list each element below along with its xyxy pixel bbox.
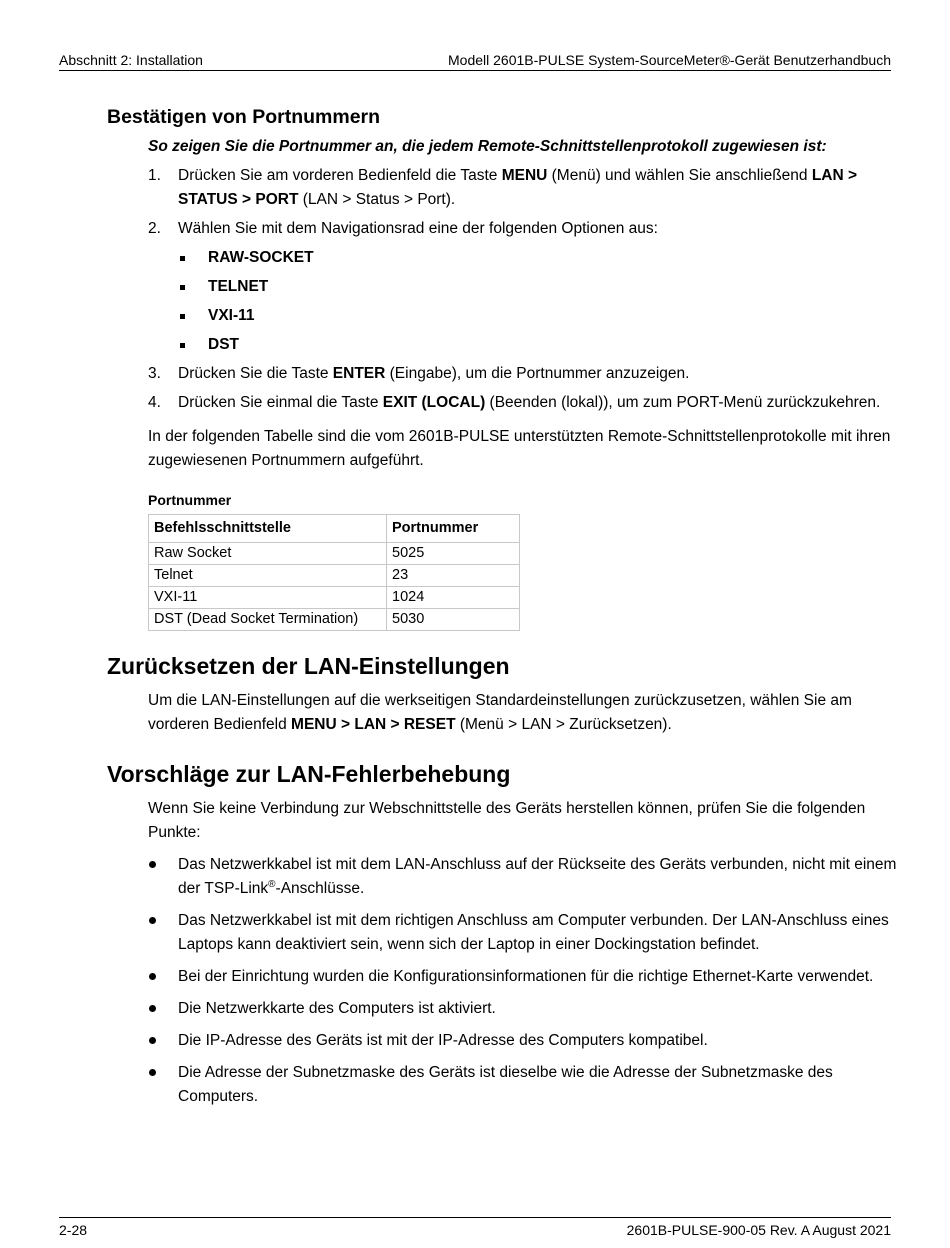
table-cell: 23 <box>387 565 520 587</box>
table-row <box>149 587 520 609</box>
reset-section-body <box>148 689 897 737</box>
column-header: Portnummer <box>387 515 520 543</box>
document-revision: 2601B-PULSE-900-05 Rev. A August 2021 <box>626 1222 891 1238</box>
table-cell: 1024 <box>387 587 520 609</box>
procedure-intro: So zeigen Sie die Portnummer an, die jedem Remote-Schnittstellenprotokoll zugewiesen ist: <box>148 138 827 155</box>
table-row <box>149 609 520 631</box>
heading-lan-reset: Zurücksetzen der LAN-Einstellungen <box>107 653 510 679</box>
list-item: Die IP-Adresse des Geräts ist mit der IP-Adresse des Computers kompatibel. <box>148 1029 897 1053</box>
table-cell: 5025 <box>387 543 520 565</box>
step-4: 4. Drücken Sie einmal die Taste EXIT (LOCAL) (Beenden (lokal)), um zum PORT-Menü zurückzukehren. <box>148 394 881 411</box>
bullet-icon <box>149 973 156 980</box>
troubleshooting-list <box>148 853 897 1109</box>
square-bullet-icon <box>180 256 185 261</box>
bullet-icon <box>149 1005 156 1012</box>
option-item: VXI-11 <box>178 304 897 328</box>
square-bullet-icon <box>180 343 185 348</box>
list-item: Die Adresse der Subnetzmaske des Geräts ist dieselbe wie die Adresse der Subnetzmaske des Computers. <box>148 1061 897 1109</box>
port-number-table <box>148 514 520 631</box>
table-intro: In der folgenden Tabelle sind die vom 2601B-PULSE unterstützten Remote-Schnittstellenprotokolle mit ihren zugewiesenen Portnummern aufgeführt. <box>148 428 891 469</box>
option-item: RAW-SOCKET <box>178 246 897 270</box>
procedure-steps-cont <box>148 362 897 415</box>
table-caption: Portnummer <box>148 492 232 508</box>
procedure-steps <box>148 164 897 241</box>
list-item: Die Netzwerkkarte des Computers ist aktiviert. <box>148 997 897 1021</box>
option-item: DST <box>178 333 897 357</box>
square-bullet-icon <box>180 314 185 319</box>
option-item: TELNET <box>178 275 897 299</box>
table-row <box>149 565 520 587</box>
troubleshooting-body <box>148 797 897 1109</box>
header-manual-title: Modell 2601B-PULSE System-SourceMeter®-Gerät Benutzerhandbuch <box>448 52 891 68</box>
list-item: Bei der Einrichtung wurden die Konfigurationsinformationen für die richtige Ethernet-Karte verwendet. <box>148 965 897 989</box>
header-section-label: Abschnitt 2: Installation <box>59 52 203 68</box>
bullet-icon <box>149 1037 156 1044</box>
heading-lan-troubleshooting: Vorschläge zur LAN-Fehlerbehebung <box>107 761 511 787</box>
table-cell: DST (Dead Socket Termination) <box>149 609 387 631</box>
table-row <box>149 543 520 565</box>
bullet-icon <box>149 861 156 868</box>
step-2: 2. Wählen Sie mit dem Navigationsrad eine der folgenden Optionen aus: <box>148 220 658 237</box>
table-header-row <box>149 515 520 543</box>
reset-paragraph: Um die LAN-Einstellungen auf die werkseitigen Standardeinstellungen zurückzusetzen, wählen Sie am vorderen Bedienfeld MENU > LAN > RESET (Menü > LAN > Zurücksetzen). <box>148 692 852 733</box>
table-cell: 5030 <box>387 609 520 631</box>
step-1: 1. Drücken Sie am vorderen Bedienfeld die Taste MENU (Menü) und wählen Sie anschließend LAN > STATUS > PORT (LAN > Status > Port). <box>148 167 858 208</box>
list-item: Das Netzwerkkabel ist mit dem richtigen Anschluss am Computer verbunden. Der LAN-Anschluss eines Laptops kann deaktiviert sein, wenn sich der Laptop in einer Dockingstation befindet. <box>148 909 897 957</box>
table-cell: VXI-11 <box>149 587 387 609</box>
port-section-body <box>148 135 897 631</box>
page-content <box>107 104 897 1109</box>
square-bullet-icon <box>180 285 185 290</box>
protocol-options-list <box>148 246 897 357</box>
page-header <box>59 52 891 71</box>
troubleshooting-intro: Wenn Sie keine Verbindung zur Webschnittstelle des Geräts herstellen können, prüfen Sie die folgenden Punkte: <box>148 800 866 841</box>
bullet-icon <box>149 1069 156 1076</box>
step-3: 3. Drücken Sie die Taste ENTER (Eingabe), um die Portnummer anzuzeigen. <box>148 365 690 382</box>
list-item: Das Netzwerkkabel ist mit dem LAN-Anschluss auf der Rückseite des Geräts verbunden, nicht mit einem der TSP-Link®-Anschlüsse. <box>148 853 897 901</box>
page-number: 2-28 <box>59 1222 88 1238</box>
heading-port-numbers: Bestätigen von Portnummern <box>107 106 381 128</box>
bullet-icon <box>149 917 156 924</box>
table-cell: Telnet <box>149 565 387 587</box>
page-footer <box>59 1217 891 1242</box>
table-cell: Raw Socket <box>149 543 387 565</box>
column-header: Befehlsschnittstelle <box>149 515 387 543</box>
